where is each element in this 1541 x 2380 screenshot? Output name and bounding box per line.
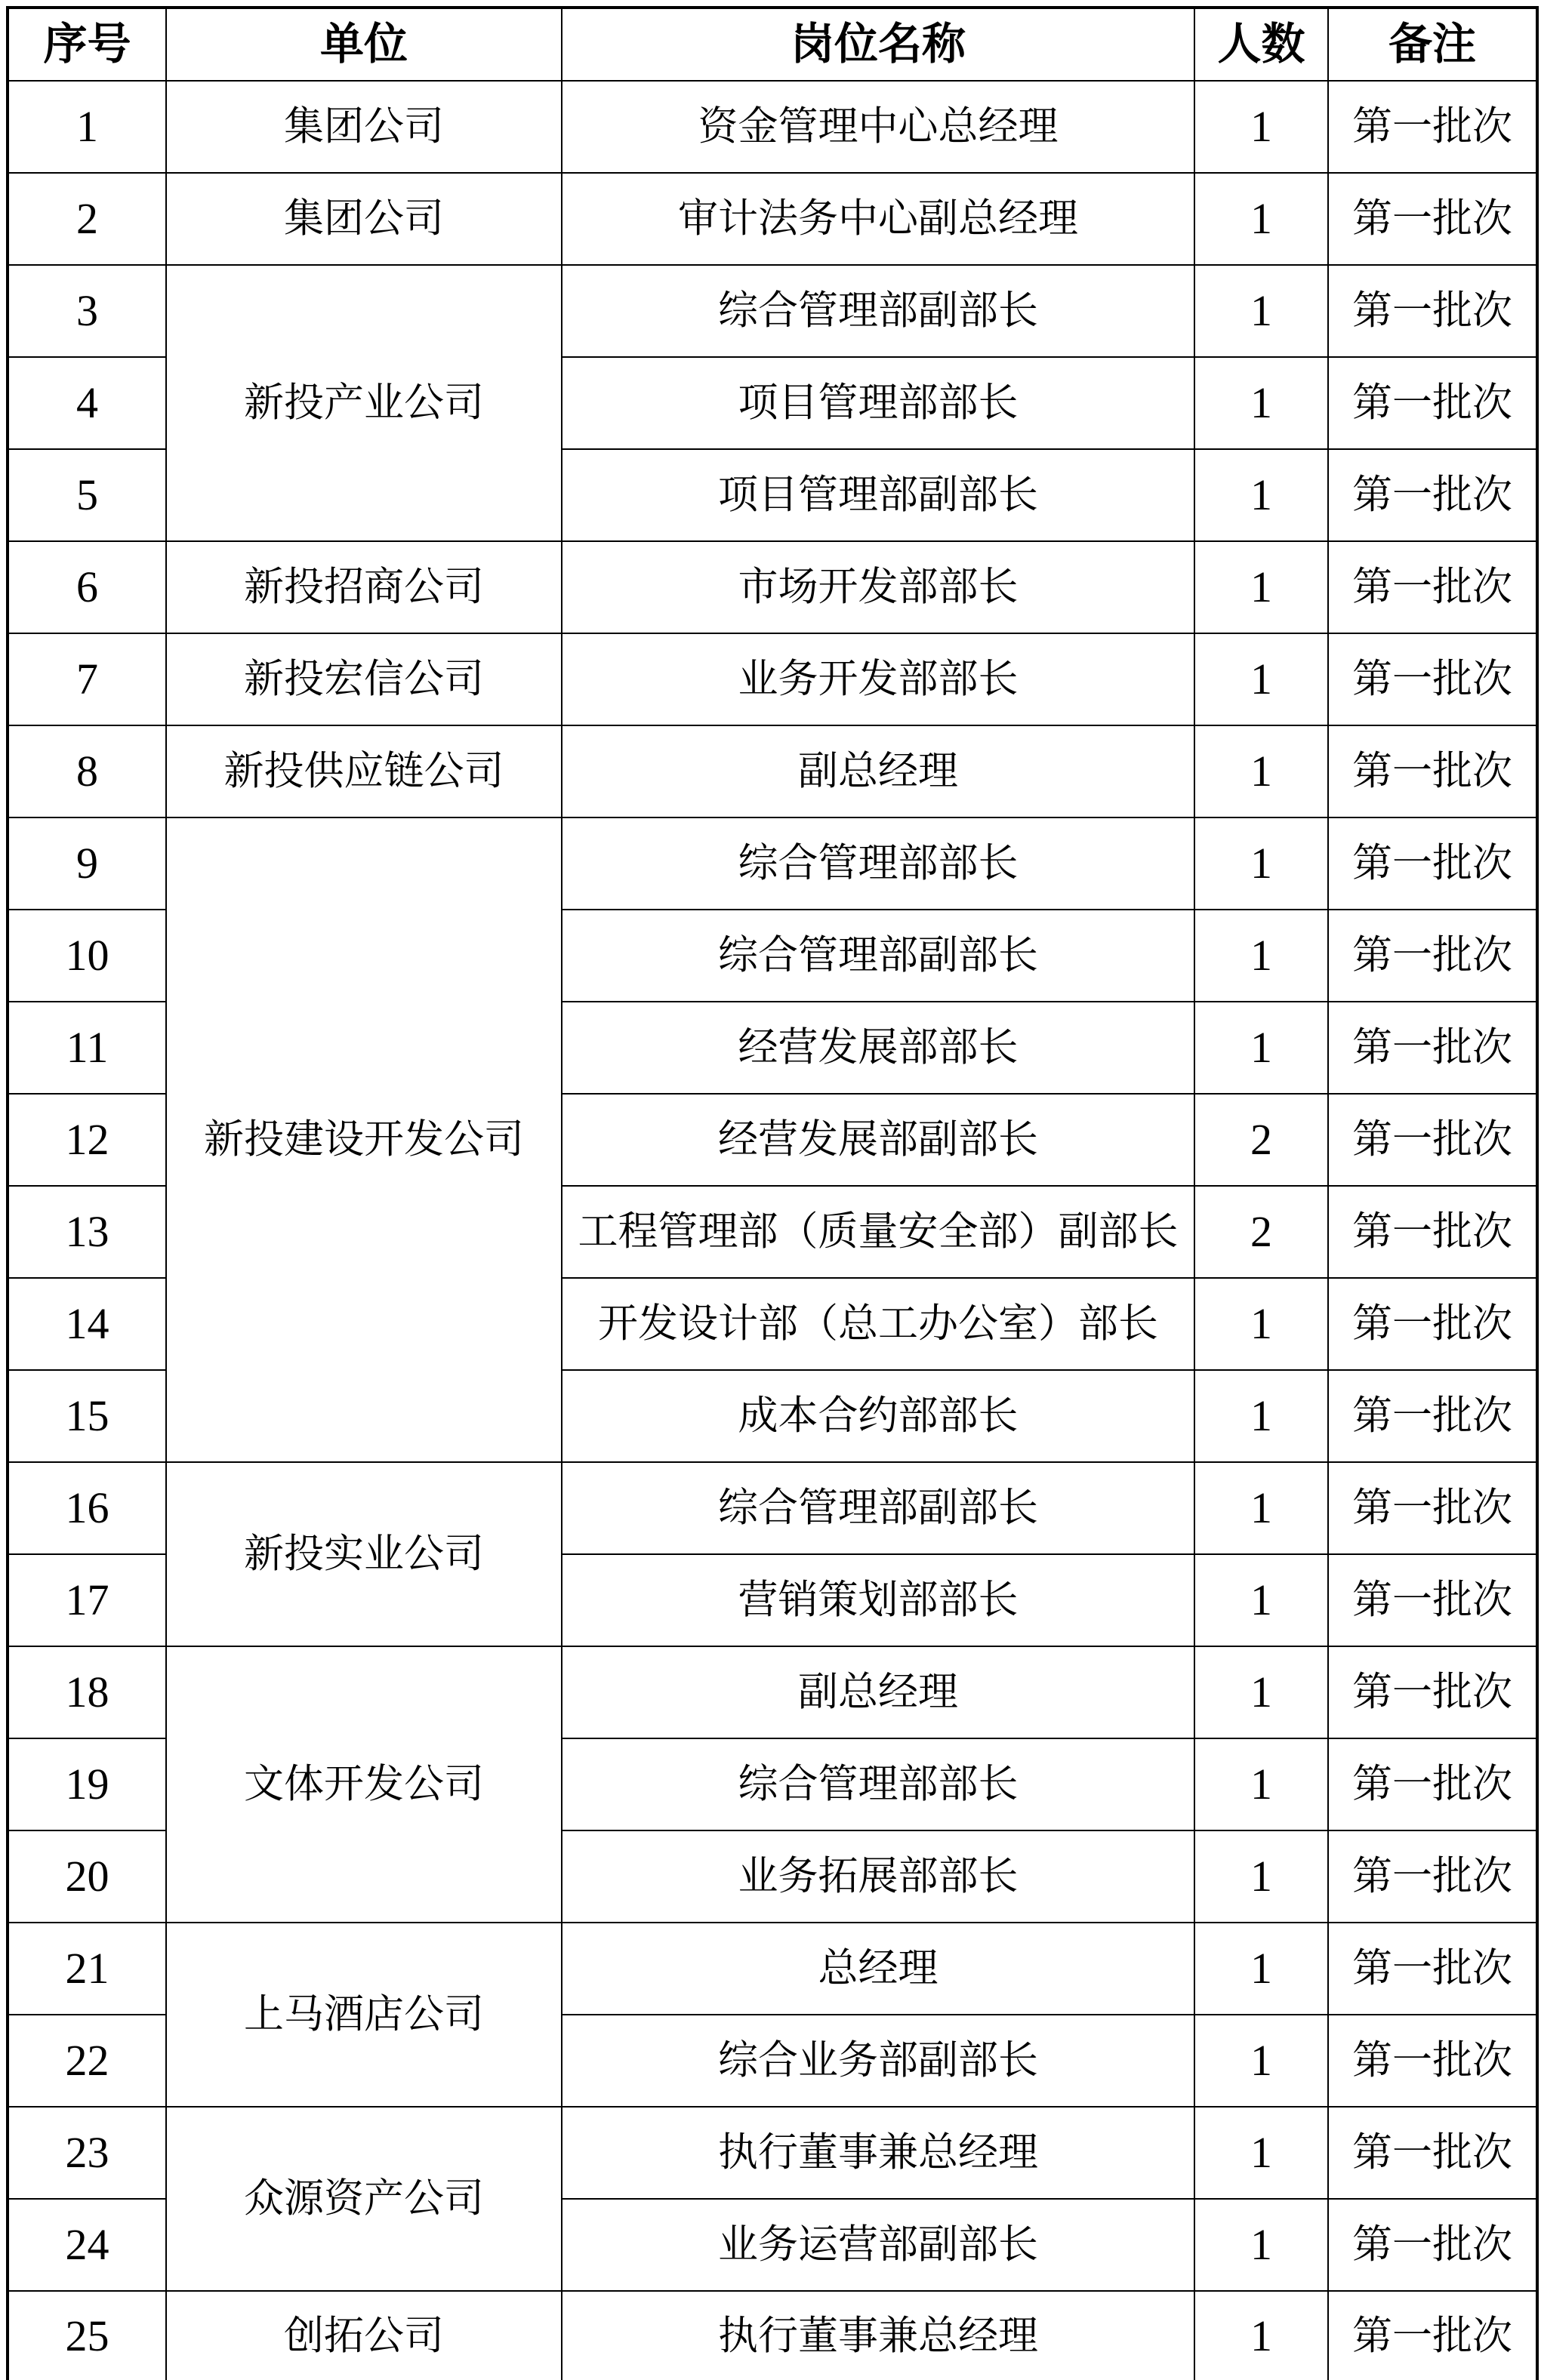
position-cell: 经营发展部部长 [562, 1002, 1194, 1094]
row-number-cell: 18 [8, 1646, 166, 1738]
table-row [8, 1646, 1537, 1738]
row-number-cell: 14 [8, 1278, 166, 1370]
table-row [8, 2107, 1537, 2199]
header-row [8, 8, 1537, 81]
note-cell: 第一批次 [1328, 1462, 1537, 1554]
position-cell: 总经理 [562, 1923, 1194, 2015]
note-cell: 第一批次 [1328, 1646, 1537, 1738]
row-number-cell: 24 [8, 2199, 166, 2291]
count-cell: 1 [1194, 357, 1328, 449]
table-row [8, 265, 1537, 357]
row-number-cell: 25 [8, 2291, 166, 2380]
position-cell: 业务开发部部长 [562, 633, 1194, 725]
count-cell: 1 [1194, 2107, 1328, 2199]
unit-cell: 文体开发公司 [166, 1646, 562, 1923]
row-number-cell: 16 [8, 1462, 166, 1554]
note-cell: 第一批次 [1328, 633, 1537, 725]
count-cell: 1 [1194, 265, 1328, 357]
count-cell: 1 [1194, 2291, 1328, 2380]
unit-cell: 新投招商公司 [166, 541, 562, 633]
table-row [8, 1462, 1537, 1554]
count-cell: 1 [1194, 173, 1328, 265]
note-cell: 第一批次 [1328, 1002, 1537, 1094]
position-cell: 营销策划部部长 [562, 1554, 1194, 1646]
position-cell: 综合业务部副部长 [562, 2015, 1194, 2107]
count-cell: 1 [1194, 725, 1328, 817]
row-number-cell: 10 [8, 910, 166, 1002]
row-number-cell: 7 [8, 633, 166, 725]
row-number-cell: 5 [8, 449, 166, 541]
position-cell: 综合管理部部长 [562, 817, 1194, 910]
position-cell: 综合管理部副部长 [562, 910, 1194, 1002]
table-row [8, 541, 1537, 633]
count-cell: 1 [1194, 1554, 1328, 1646]
note-cell: 第一批次 [1328, 173, 1537, 265]
note-cell: 第一批次 [1328, 81, 1537, 173]
table-row [8, 1923, 1537, 2015]
note-cell: 第一批次 [1328, 910, 1537, 1002]
note-cell: 第一批次 [1328, 1278, 1537, 1370]
note-cell: 第一批次 [1328, 541, 1537, 633]
table-row [8, 633, 1537, 725]
count-cell: 1 [1194, 817, 1328, 910]
count-cell: 1 [1194, 1646, 1328, 1738]
column-header-position: 岗位名称 [562, 8, 1194, 81]
count-cell: 2 [1194, 1186, 1328, 1278]
row-number-cell: 6 [8, 541, 166, 633]
count-cell: 1 [1194, 1370, 1328, 1462]
column-header-note: 备注 [1328, 8, 1537, 81]
unit-cell: 新投宏信公司 [166, 633, 562, 725]
position-cell: 成本合约部部长 [562, 1370, 1194, 1462]
count-cell: 1 [1194, 2015, 1328, 2107]
note-cell: 第一批次 [1328, 2107, 1537, 2199]
table-row [8, 817, 1537, 910]
count-cell: 1 [1194, 1923, 1328, 2015]
count-cell: 1 [1194, 2199, 1328, 2291]
count-cell: 1 [1194, 541, 1328, 633]
position-cell: 副总经理 [562, 725, 1194, 817]
note-cell: 第一批次 [1328, 1094, 1537, 1186]
count-cell: 1 [1194, 910, 1328, 1002]
position-cell: 执行董事兼总经理 [562, 2291, 1194, 2380]
note-cell: 第一批次 [1328, 1370, 1537, 1462]
note-cell: 第一批次 [1328, 1923, 1537, 2015]
unit-cell: 众源资产公司 [166, 2107, 562, 2291]
unit-cell: 上马酒店公司 [166, 1923, 562, 2107]
column-header-unit: 单位 [166, 8, 562, 81]
table-body [8, 81, 1537, 2380]
count-cell: 1 [1194, 1738, 1328, 1830]
row-number-cell: 15 [8, 1370, 166, 1462]
count-cell: 1 [1194, 633, 1328, 725]
row-number-cell: 17 [8, 1554, 166, 1646]
position-cell: 市场开发部部长 [562, 541, 1194, 633]
unit-cell: 新投产业公司 [166, 265, 562, 541]
position-cell: 项目管理部部长 [562, 357, 1194, 449]
recruitment-position-table [6, 6, 1539, 2380]
row-number-cell: 8 [8, 725, 166, 817]
note-cell: 第一批次 [1328, 357, 1537, 449]
row-number-cell: 23 [8, 2107, 166, 2199]
count-cell: 1 [1194, 81, 1328, 173]
note-cell: 第一批次 [1328, 1738, 1537, 1830]
unit-cell: 创拓公司 [166, 2291, 562, 2380]
position-cell: 综合管理部部长 [562, 1738, 1194, 1830]
row-number-cell: 3 [8, 265, 166, 357]
note-cell: 第一批次 [1328, 449, 1537, 541]
count-cell: 1 [1194, 1830, 1328, 1923]
note-cell: 第一批次 [1328, 265, 1537, 357]
row-number-cell: 4 [8, 357, 166, 449]
position-cell: 业务运营部副部长 [562, 2199, 1194, 2291]
note-cell: 第一批次 [1328, 1554, 1537, 1646]
unit-cell: 集团公司 [166, 81, 562, 173]
note-cell: 第一批次 [1328, 725, 1537, 817]
row-number-cell: 9 [8, 817, 166, 910]
unit-cell: 新投建设开发公司 [166, 817, 562, 1462]
row-number-cell: 21 [8, 1923, 166, 2015]
table-row [8, 725, 1537, 817]
note-cell: 第一批次 [1328, 2199, 1537, 2291]
unit-cell: 集团公司 [166, 173, 562, 265]
position-cell: 副总经理 [562, 1646, 1194, 1738]
unit-cell: 新投供应链公司 [166, 725, 562, 817]
note-cell: 第一批次 [1328, 1830, 1537, 1923]
position-cell: 业务拓展部部长 [562, 1830, 1194, 1923]
position-cell: 综合管理部副部长 [562, 1462, 1194, 1554]
count-cell: 1 [1194, 1278, 1328, 1370]
position-cell: 项目管理部副部长 [562, 449, 1194, 541]
position-cell: 执行董事兼总经理 [562, 2107, 1194, 2199]
note-cell: 第一批次 [1328, 2291, 1537, 2380]
position-cell: 资金管理中心总经理 [562, 81, 1194, 173]
unit-cell: 新投实业公司 [166, 1462, 562, 1646]
count-cell: 1 [1194, 1462, 1328, 1554]
row-number-cell: 13 [8, 1186, 166, 1278]
row-number-cell: 1 [8, 81, 166, 173]
note-cell: 第一批次 [1328, 817, 1537, 910]
count-cell: 1 [1194, 449, 1328, 541]
row-number-cell: 20 [8, 1830, 166, 1923]
position-cell: 开发设计部（总工办公室）部长 [562, 1278, 1194, 1370]
note-cell: 第一批次 [1328, 2015, 1537, 2107]
column-header-no: 序号 [8, 8, 166, 81]
count-cell: 1 [1194, 1002, 1328, 1094]
row-number-cell: 11 [8, 1002, 166, 1094]
table-row [8, 173, 1537, 265]
table-row [8, 81, 1537, 173]
row-number-cell: 12 [8, 1094, 166, 1186]
row-number-cell: 2 [8, 173, 166, 265]
table-row [8, 2291, 1537, 2380]
position-cell: 审计法务中心副总经理 [562, 173, 1194, 265]
row-number-cell: 19 [8, 1738, 166, 1830]
position-cell: 经营发展部副部长 [562, 1094, 1194, 1186]
count-cell: 2 [1194, 1094, 1328, 1186]
position-cell: 综合管理部副部长 [562, 265, 1194, 357]
row-number-cell: 22 [8, 2015, 166, 2107]
note-cell: 第一批次 [1328, 1186, 1537, 1278]
column-header-count: 人数 [1194, 8, 1328, 81]
position-cell: 工程管理部（质量安全部）副部长 [562, 1186, 1194, 1278]
